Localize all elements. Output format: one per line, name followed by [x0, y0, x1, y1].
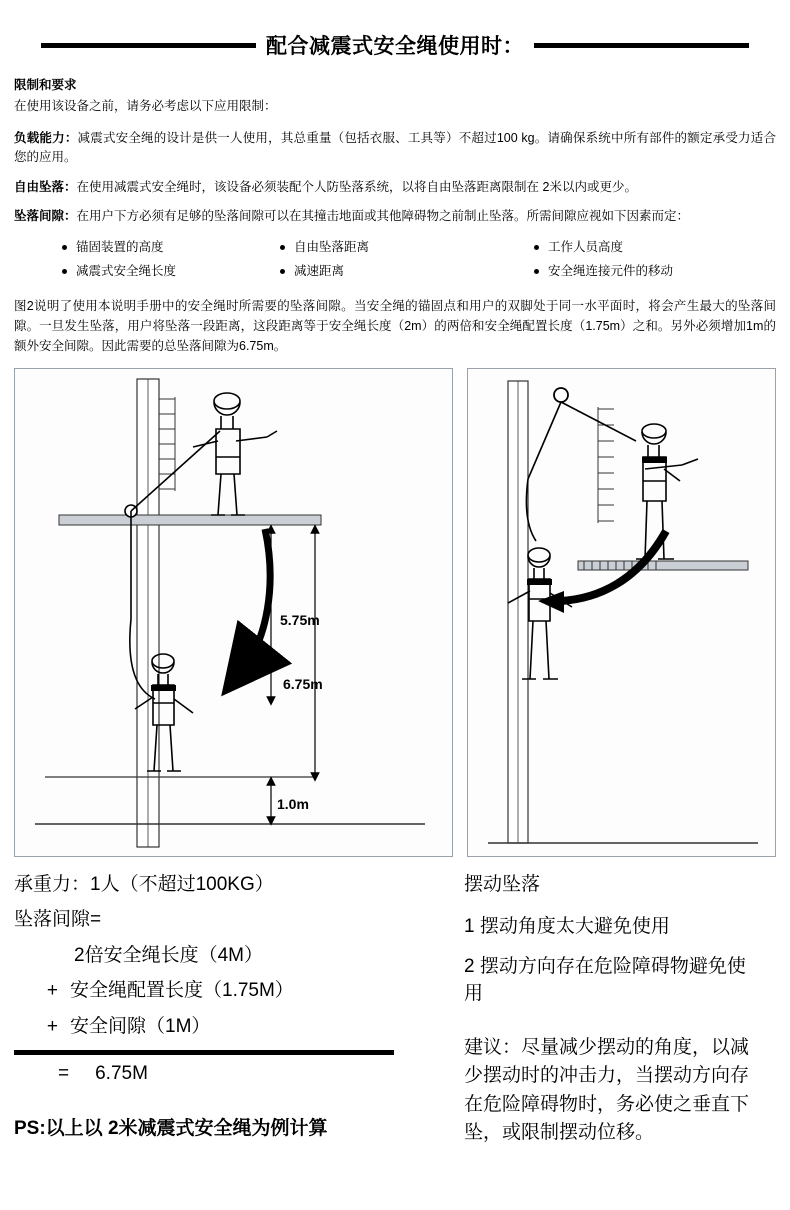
calc-row-2	[14, 977, 454, 1005]
clearance-label: 坠落间隙=	[14, 909, 102, 931]
dimension-label: 1.0m	[277, 795, 309, 812]
swing-item-2: 2 摆动方向存在危险障碍物避免使用	[464, 955, 746, 1005]
list-item: 减震式安全绳长度	[76, 260, 268, 284]
fall-clearance-illustration	[15, 369, 452, 856]
swing-item-1: 1 摆动角度太大避免使用	[464, 916, 670, 938]
page-title: 配合减震式安全绳使用时：	[266, 35, 524, 58]
limits-section	[14, 76, 776, 356]
bullet-column	[14, 236, 268, 284]
calculation-column	[14, 871, 454, 1148]
figure-explanation: 图2说明了使用本说明手册中的安全绳时所需要的坠落间隙。当安全绳的锚固点和用户的双脚处于同一水平面时，将会产生最大的坠落间隙。一旦发生坠落，用户将坠落一段距离，这段距离等于安全绳长度（2m）的两倍和安全绳配置长度（1.75m）之和。另外必须增加1m的额外安全间隙。因此需要的总坠落间隙为6.75m。	[14, 298, 776, 353]
list-item: 锚固装置的高度	[76, 236, 268, 260]
paragraph-text: 在用户下方必须有足够的坠落间隙可以在其撞击地面或其他障碍物之前制止坠落。所需间隙应视如下因素而定：	[76, 208, 690, 223]
paragraph-lead: 坠落间隙：	[14, 208, 77, 223]
list-item: 安全绳连接元件的移动	[548, 260, 776, 284]
plus-sign: +	[46, 1015, 58, 1037]
list-item: 自由坠落距离	[294, 236, 522, 260]
bullet-column	[268, 236, 522, 284]
paragraph-load-capacity	[14, 129, 776, 168]
paragraph-text: 在使用减震式安全绳时，该设备必须装配个人防坠落系统，以将自由坠落距离限制在 2米以内或更少。	[76, 179, 637, 194]
list-item: 减速距离	[294, 260, 522, 284]
section-heading: 限制和要求	[14, 78, 77, 92]
paragraph-text: 减震式安全绳的设计是供一人使用，其总重量（包括衣服、工具等）不超过100 kg。请确保系统中所有部件的额定承受力适合您的应用。	[14, 130, 776, 165]
paragraph-lead: 负载能力：	[14, 130, 78, 145]
calc-line-1: 2倍安全绳长度（4M）	[74, 944, 263, 966]
bullet-column	[522, 236, 776, 284]
result-row	[14, 1063, 454, 1085]
factors-bullet-columns	[14, 236, 776, 284]
dimension-label: 5.75m	[280, 611, 320, 628]
result-value: 6.75M	[95, 1063, 148, 1085]
calc-row-3	[14, 1013, 454, 1041]
page-header	[14, 0, 776, 60]
paragraph-free-fall	[14, 178, 776, 197]
swing-fall-column	[464, 871, 764, 1148]
ps-note: PS:以上以 2米减震式安全绳为例计算	[14, 1118, 328, 1140]
dimension-label: 6.75m	[283, 675, 323, 692]
equals-sign: =	[58, 1063, 70, 1085]
calc-line-3: 安全间隙（1M）	[70, 1015, 211, 1037]
calc-line-2: 安全绳配置长度（1.75M）	[70, 980, 294, 1002]
header-rule-left	[41, 43, 256, 48]
header-rule-right	[534, 43, 749, 48]
sum-divider	[14, 1050, 394, 1055]
paragraph-fall-clearance	[14, 207, 776, 226]
swing-fall-illustration	[468, 369, 775, 856]
capacity-line: 承重力：1人（不超过100KG）	[14, 873, 274, 895]
plus-sign: +	[46, 980, 58, 1002]
summary-row	[14, 871, 776, 1148]
section-intro: 在使用该设备之前，请务必考虑以下应用限制：	[14, 99, 277, 114]
figures-row	[14, 368, 776, 857]
swing-advice: 建议：尽量减少摆动的角度，以减少摆动时的冲击力，当摆动方向存在危险障碍物时，务必使之垂直下坠，或限制摆动位移。	[464, 1036, 750, 1144]
swing-title: 摆动坠落	[464, 873, 541, 895]
fall-clearance-figure	[14, 368, 453, 857]
swing-fall-figure	[467, 368, 776, 857]
list-item: 工作人员高度	[548, 236, 776, 260]
paragraph-lead: 自由坠落：	[14, 179, 77, 194]
